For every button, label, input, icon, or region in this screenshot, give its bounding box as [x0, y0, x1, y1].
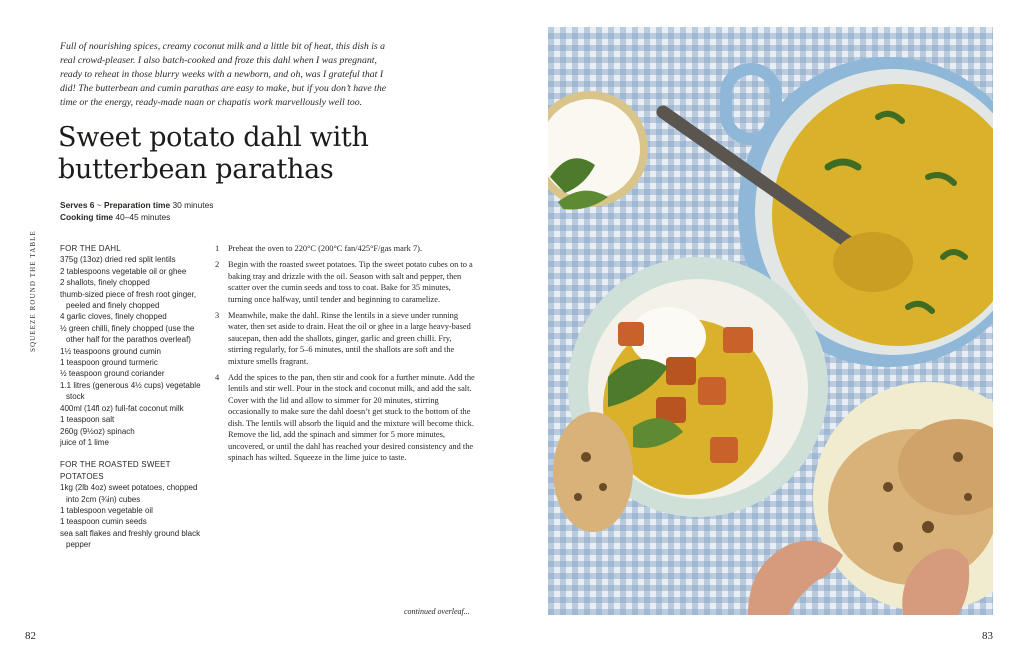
prep-label: Preparation time [104, 200, 171, 210]
ingredient-item: 1 tablespoon vegetable oil [60, 505, 153, 515]
ingredient-item: 1.1 litres (generous 4½ cups) vegetable stock [60, 380, 201, 402]
method-step [215, 243, 475, 254]
serves-prep-line [60, 200, 213, 212]
ingredient-item: thumb-sized piece of fresh root ginger, peeled and finely chopped [60, 289, 197, 311]
ingredient-item: ½ green chilli, finely chopped (use the other half for the parathos overleaf) [60, 323, 195, 345]
meta-separator: ~ [96, 200, 102, 210]
page-number-left: 82 [25, 630, 36, 642]
prep-value: 30 minutes [172, 200, 214, 210]
sweet-potato-heading: FOR THE ROASTED SWEET POTATOES [60, 460, 171, 481]
recipe-title-line-1: Sweet potato dahl with [58, 122, 369, 153]
step-text: Begin with the roasted sweet potatoes. Tip the sweet potato cubes on to a baking tray and drizzle with the oil. Season with salt and pepper, then scatter over the cumin seeds and toss to coat. Bake for 35 minutes, turning once halfway, until tender and beginning to caramelize. [228, 260, 473, 304]
recipe-intro: Full of nourishing spices, creamy coconut milk and a little bit of heat, this dish is a real crowd-pleaser. I also batch-cooked and froze this dahl when I was pregnant, ready to reheat in those blurry weeks with a newborn, and oh, was I grateful that I did! The butterbean and cumin parathas are easy to make, but if you don’t have the time or the energy, ready-made naan or chapatis work marvellously well too. [60, 41, 387, 108]
ingredients-list [60, 243, 210, 551]
ingredient-item: 400ml (14fl oz) full-fat coconut milk [60, 403, 184, 413]
ingredient-item: ½ teaspoon ground coriander [60, 369, 165, 379]
step-number: 3 [215, 311, 220, 321]
cook-line [60, 212, 213, 224]
ingredient-item: 2 shallots, finely chopped [60, 278, 150, 288]
dahl-items [60, 254, 210, 448]
step-text: Add the spices to the pan, then stir and cook for a further minute. Add the lentils and stir well. Pour in the stock and coconut milk, and add the salt. Cover with the lid and allow to simmer for 20 minutes, stirring occasionally to make sure the dahl doesn’t get stuck to the bottom of the dish. The lentils will absorb the liquid and the mixture will become thick. Remove the lid, add the spinach and simmer for 5 more minutes, uncovered, or until the dahl has reached your desired consistency and the spinach has wilted. Squeeze in the lime juice to taste. [228, 373, 475, 462]
method-step [215, 372, 475, 463]
method-step [215, 259, 475, 305]
cook-value: 40–45 minutes [115, 211, 171, 222]
ingredients-gap [60, 448, 210, 459]
step-number: 1 [215, 244, 220, 253]
step-number: 2 [215, 260, 220, 270]
dahl-bowl [553, 257, 828, 532]
food-photo-illustration [548, 27, 993, 615]
dahl-heading: FOR THE DAHL [60, 244, 121, 253]
continued-note: continued overleaf... [404, 607, 470, 616]
cook-label: Cooking time [60, 211, 114, 222]
step-text: Preheat the oven to 220°C (200°C fan/425°F/gas mark 7). [228, 244, 423, 253]
ingredient-item: 1kg (2lb 4oz) sweet potatoes, chopped into 2cm (¾in) cubes [60, 483, 198, 504]
ingredient-item: juice of 1 lime [60, 437, 109, 447]
yoghurt-bowl [548, 91, 648, 210]
recipe-meta [60, 200, 213, 223]
step-text: Meanwhile, make the dahl. Rinse the lentils in a sieve under running water, then set aside to drain. Heat the oil or ghee in a large heavy-based saucepan, then add the shallots, ginger, garlic and green chilli. Fry, stirring regularly, for 5–6 minutes, until the shallots are soft and the mixture smells fragrant. [228, 311, 471, 366]
ingredient-item: 375g (13oz) dried red split lentils [60, 255, 176, 265]
ingredient-item: 1 teaspoon cumin seeds [60, 517, 147, 527]
ingredient-item: 1 teaspoon salt [60, 415, 115, 425]
ingredient-item: 260g (9½oz) spinach [60, 426, 135, 436]
serves-label: Serves 6 [60, 200, 95, 210]
page-number-right: 83 [982, 630, 993, 642]
recipe-title-line-2: butterbean parathas [58, 154, 334, 185]
ingredient-item: 2 tablespoons vegetable oil or ghee [60, 266, 187, 276]
recipe-title [58, 122, 498, 186]
step-number: 4 [215, 373, 220, 383]
ingredient-item: 1 teaspoon ground turmeric [60, 358, 158, 368]
ingredient-item: 4 garlic cloves, finely chopped [60, 312, 167, 322]
food-photo [548, 27, 993, 615]
sweet-potato-items [60, 482, 210, 550]
ingredient-item: sea salt flakes and freshly ground black pepper [60, 528, 201, 550]
ingredient-item: 1½ teaspoons ground cumin [60, 346, 161, 356]
method-steps [215, 243, 475, 468]
running-head: SQUEEZE ROUND THE TABLE [29, 230, 37, 352]
method-step [215, 310, 475, 367]
